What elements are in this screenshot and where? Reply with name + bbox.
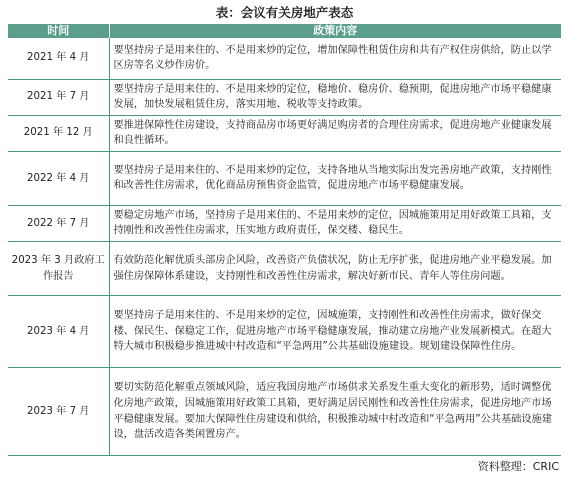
table-row — [8, 115, 561, 151]
row-content: 要坚持房子是用来住的、不是用来炒的定位，因城施策，支持刚性和改善性住房需求，做好保交楼、保民生、保稳定工作，促进房地产市场平稳健康发展，推动建立房地产业发展新模式。在超大特大城市积极稳步推进城中村改造和“平急两用”公共基础设施建设。规划建设保障性住房。 — [109, 296, 561, 368]
row-content: 要坚持房子是用来住的、不是用来炒的定位，增加保障性租赁住房和共有产权住房供给，防止以学区房等名义炒作房价。 — [109, 38, 561, 79]
table-row — [8, 205, 561, 241]
row-content: 要稳定房地产市场，坚持房子是用来住的、不是用来炒的定位，因城施策用足用好政策工具箱，支持刚性和改善性住房需求，压实地方政府责任，保交楼、稳民生。 — [109, 205, 561, 241]
policy-table — [8, 24, 561, 456]
row-time: 2023 年 3 月政府工作报告 — [8, 242, 109, 296]
row-time: 2021 年 7 月 — [8, 79, 109, 115]
row-content: 有效防范化解优质头部房企风险，改善资产负债状况，防止无序扩张，促进房地产业平稳发展。加强住房保障体系建设，支持刚性和改善性住房需求，解决好新市民、青年人等住房问题。 — [109, 242, 561, 296]
table-title: 表：会议有关房地产表态 — [215, 5, 354, 20]
table-row — [8, 242, 561, 296]
column-header-time: 时间 — [8, 24, 109, 38]
row-content: 要坚持房子是用来住的、不是用来炒的定位，稳地价、稳房价、稳预期，促进房地产市场平稳健康发展，加快发展租赁住房，落实用地、税收等支持政策。 — [109, 79, 561, 115]
table-row — [8, 38, 561, 79]
row-time: 2022 年 7 月 — [8, 205, 109, 241]
table-header-row — [8, 24, 561, 38]
row-content: 要推进保障性住房建设，支持商品房市场更好满足购房者的合理住房需求，促进房地产业健康发展和良性循环。 — [109, 115, 561, 151]
row-time: 2023 年 4 月 — [8, 296, 109, 368]
row-content: 要切实防范化解重点领域风险，适应我国房地产市场供求关系发生重大变化的新形势，适时调整优化房地产政策，因城施策用好政策工具箱，更好满足居民刚性和改善性住房需求，促进房地产市场平稳健康发展。要加大保障性住房建设和供给，积极推动城中村改造和“平急两用”公共基础设施建设，盘活改造各类闲置房产。 — [109, 368, 561, 456]
table-row — [8, 151, 561, 205]
table-row — [8, 368, 561, 456]
row-content: 要坚持房子是用来住的、不是用来炒的定位，支持各地从当地实际出发完善房地产政策，支持刚性和改善性住房需求，优化商品房预售资金监管，促进房地产市场平稳健康发展。 — [109, 151, 561, 205]
table-row — [8, 296, 561, 368]
row-time: 2021 年 12 月 — [8, 115, 109, 151]
column-header-content: 政策内容 — [109, 24, 561, 38]
row-time: 2023 年 7 月 — [8, 368, 109, 456]
row-time: 2022 年 4 月 — [8, 151, 109, 205]
row-time: 2021 年 4 月 — [8, 38, 109, 79]
table-row — [8, 79, 561, 115]
source-note: 资料整理：CRIC — [477, 460, 559, 473]
